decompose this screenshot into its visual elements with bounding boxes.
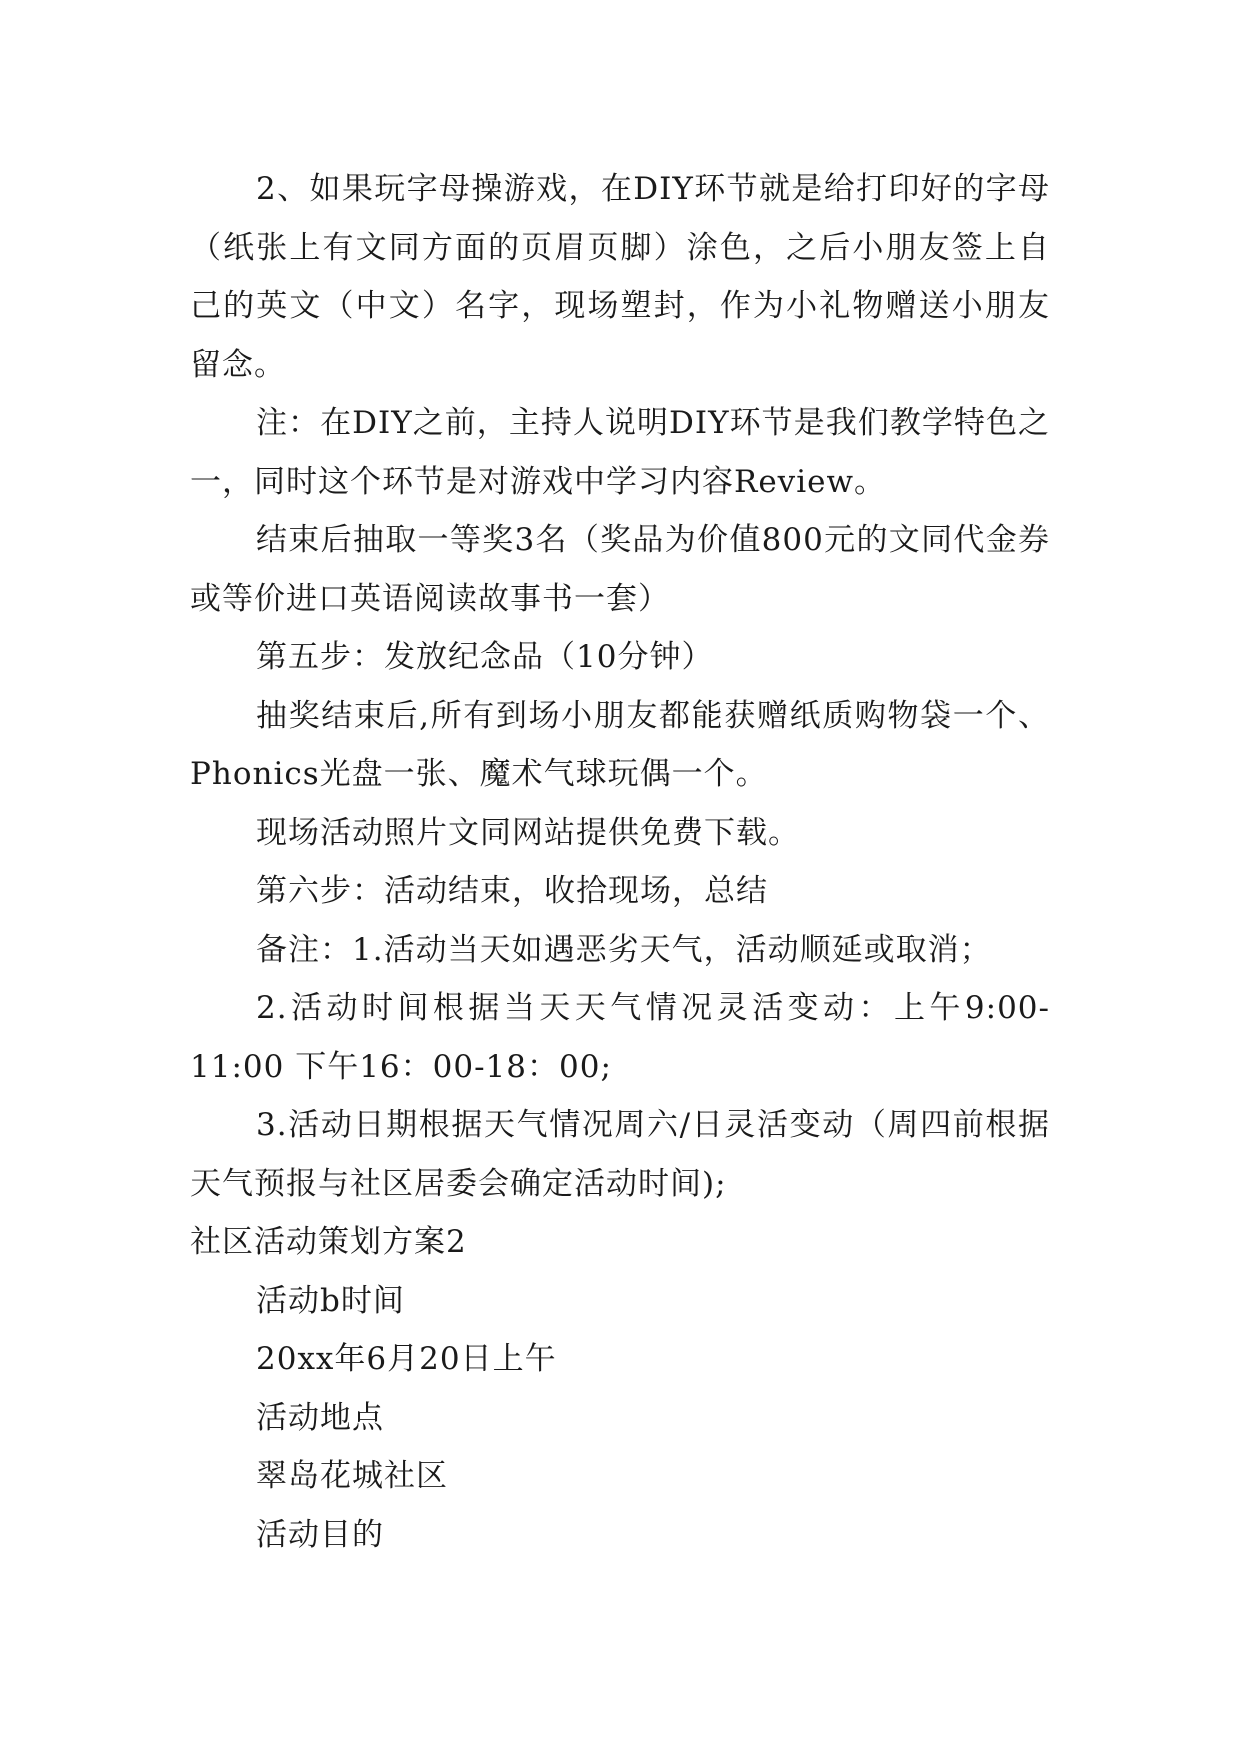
list-item-activity-date: 20xx年6月20日上午 (256, 1341, 557, 1377)
paragraph-remark-1: 备注：1.活动当天如遇恶劣天气，活动顺延或取消； (256, 931, 992, 968)
paragraph-prize-draw: 结束后抽取一等奖3名（奖品为价值800元的文同代金券或等价进口英语阅读故事书一套） (190, 522, 1050, 617)
paragraph-step-six: 第六步：活动结束，收拾现场，总结 (256, 873, 768, 909)
list-item-activity-location-label: 活动地点 (256, 1399, 384, 1436)
list-item-activity-purpose-label: 活动目的 (256, 1516, 384, 1553)
paragraph-remark-2: 2.活动时间根据当天天气情况灵活变动：上午9:00-11:00 下午16：00-18：00; (190, 990, 1050, 1085)
paragraph-step-five: 第五步：发放纪念品（10分钟） (256, 639, 714, 675)
section-title: 社区活动策划方案2 (190, 1224, 467, 1260)
document-body (190, 160, 1050, 1564)
paragraph-gifts: 抽奖结束后,所有到场小朋友都能获赠纸质购物袋一个、Phonics光盘一张、魔术气球玩偶一个。 (190, 697, 1050, 792)
paragraph-diy-note: 注：在DIY之前，主持人说明DIY环节是我们教学特色之一，同时这个环节是对游戏中学习内容Review。 (190, 405, 1050, 500)
list-item-activity-location: 翠岛花城社区 (256, 1458, 448, 1494)
paragraph-remark-3: 3.活动日期根据天气情况周六/日灵活变动（周四前根据天气预报与社区居委会确定活动时间); (190, 1107, 1050, 1202)
paragraph-diy-letters: 2、如果玩字母操游戏，在DIY环节就是给打印好的字母（纸张上有文同方面的页眉页脚）涂色，之后小朋友签上自己的英文（中文）名字，现场塑封，作为小礼物赠送小朋友留念。 (190, 171, 1050, 383)
paragraph-photos: 现场活动照片文同网站提供免费下载。 (256, 814, 800, 851)
list-item-activity-time-label: 活动b时间 (256, 1282, 405, 1319)
